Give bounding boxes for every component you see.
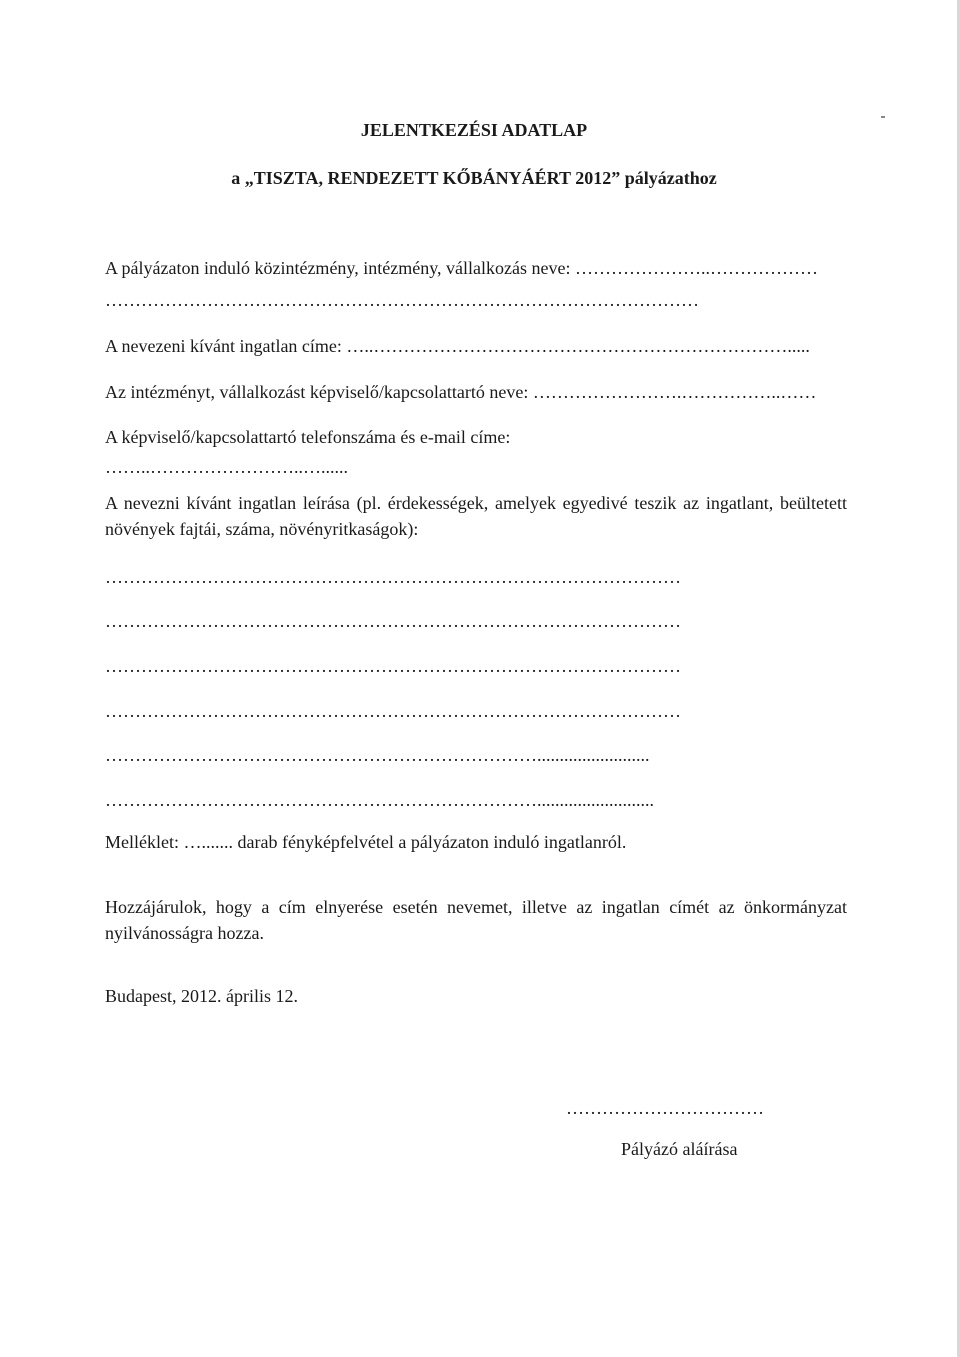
attachment-label: Melléklet: [105,832,179,852]
description-line: …………………………………………………………………………………… [105,567,681,587]
property-address-field [105,335,810,357]
representative-name-field [105,381,816,403]
description-label: A nevezni kívánt ingatlan leírása (pl. érdekességek, amelyek egyedivé teszik az ingatlant, beültetett növények fajtái, száma, növényritkaságok): [105,493,847,539]
form-subtitle: a „TISZTA, RENDEZETT KŐBÁNYÁÉRT 2012” pályázathoz [231,168,717,188]
applicant-name-field [105,257,818,279]
attachment-count-dots: …....... [183,832,233,852]
scan-speck [881,116,885,118]
applicant-name-dots: …………………..……………… [575,258,819,278]
applicant-name-label: A pályázaton induló közintézmény, intézmény, vállalkozás neve: [105,258,571,278]
applicant-name-dots-line2: ……………………………………………………………………………………… [105,290,699,310]
description-line: …………………………………………………………………………………… [105,656,681,676]
description-line: ………………………………………………………………......................... [105,745,650,765]
signature-label: Pályázó aláírása [621,1139,738,1159]
representative-contact-label: A képviselő/kapcsolattartó telefonszáma és e-mail címe: [105,427,511,447]
representative-name-dots: …………………….……………..…… [532,382,817,402]
property-address-dots: …..……………………………………………………………..... [346,336,810,356]
place-date: Budapest, 2012. április 12. [105,986,298,1006]
property-address-label: A nevezeni kívánt ingatlan címe: [105,336,342,356]
signature-line: …………………………… [566,1098,764,1118]
description-line: …………………………………………………………………………………… [105,701,681,721]
description-line: ……………………………………………………………….......................... [105,790,654,810]
representative-name-label: Az intézményt, vállalkozást képviselő/kapcsolattartó neve: [105,382,529,402]
description-line: …………………………………………………………………………………… [105,611,681,631]
representative-contact-dots: ……..……………………..…...... [105,457,348,477]
attachment-field [105,831,626,853]
form-title: JELENTKEZÉSI ADATLAP [360,120,588,140]
attachment-text: darab fényképfelvétel a pályázaton induló ingatlanról. [237,832,627,852]
consent-statement: Hozzájárulok, hogy a cím elnyerése esetén nevemet, illetve az ingatlan címét az önkormányzat nyilvánosságra hozza. [105,897,847,943]
